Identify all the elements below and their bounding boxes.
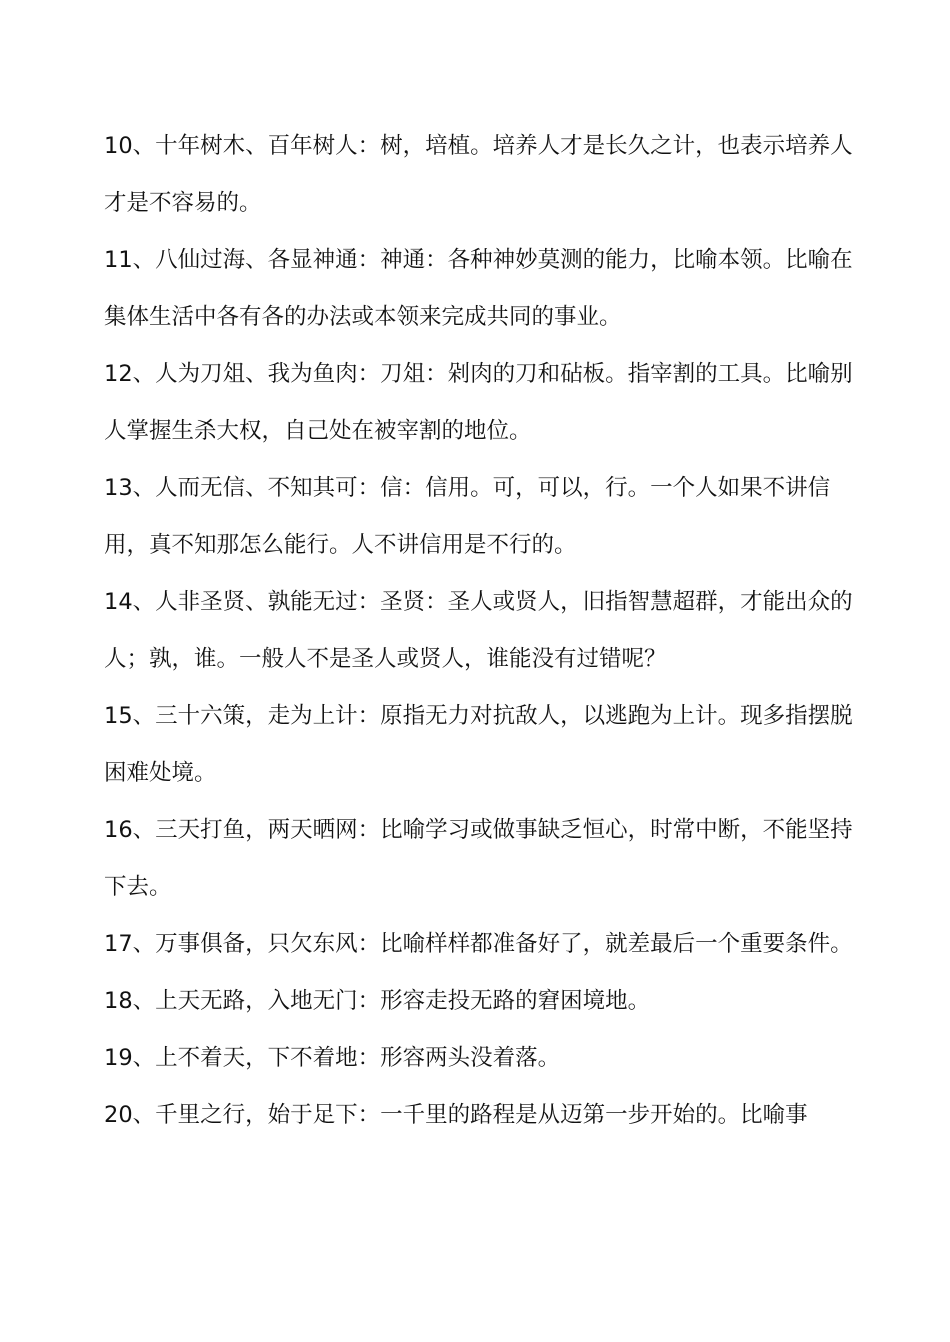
entry-16: 16、三天打鱼，两天晒网：比喻学习或做事缺乏恒心，时常中断，不能坚持下去。 [104, 817, 853, 900]
entry-12: 12、人为刀俎、我为鱼肉：刀俎：剁肉的刀和砧板。指宰割的工具。比喻别人掌握生杀大权，自己处在被宰割的地位。 [104, 361, 853, 444]
entry-11: 11、八仙过海、各显神通：神通：各种神妙莫测的能力，比喻本领。比喻在集体生活中各有各的办法或本领来完成共同的事业。 [104, 247, 853, 330]
entry-13: 13、人而无信、不知其可：信：信用。可，可以，行。一个人如果不讲信用，真不知那怎么能行。人不讲信用是不行的。 [104, 475, 831, 558]
entry-17: 17、万事俱备，只欠东风：比喻样样都准备好了，就差最后一个重要条件。 [104, 931, 853, 957]
entry-20: 20、千里之行，始于足下：一千里的路程是从迈第一步开始的。比喻事 [104, 1102, 808, 1128]
entry-14: 14、人非圣贤、孰能无过：圣贤：圣人或贤人，旧指智慧超群，才能出众的人；孰，谁。一般人不是圣人或贤人，谁能没有过错呢？ [104, 589, 853, 672]
entry-18: 18、上天无路，入地无门：形容走投无路的窘困境地。 [104, 988, 651, 1014]
entry-10: 10、十年树木、百年树人：树，培植。培养人才是长久之计，也表示培养人才是不容易的。 [104, 133, 853, 216]
entry-15: 15、三十六策，走为上计：原指无力对抗敌人，以逃跑为上计。现多指摆脱困难处境。 [104, 703, 853, 786]
document-body [104, 118, 864, 1144]
entry-19: 19、上不着天，下不着地：形容两头没着落。 [104, 1045, 561, 1071]
